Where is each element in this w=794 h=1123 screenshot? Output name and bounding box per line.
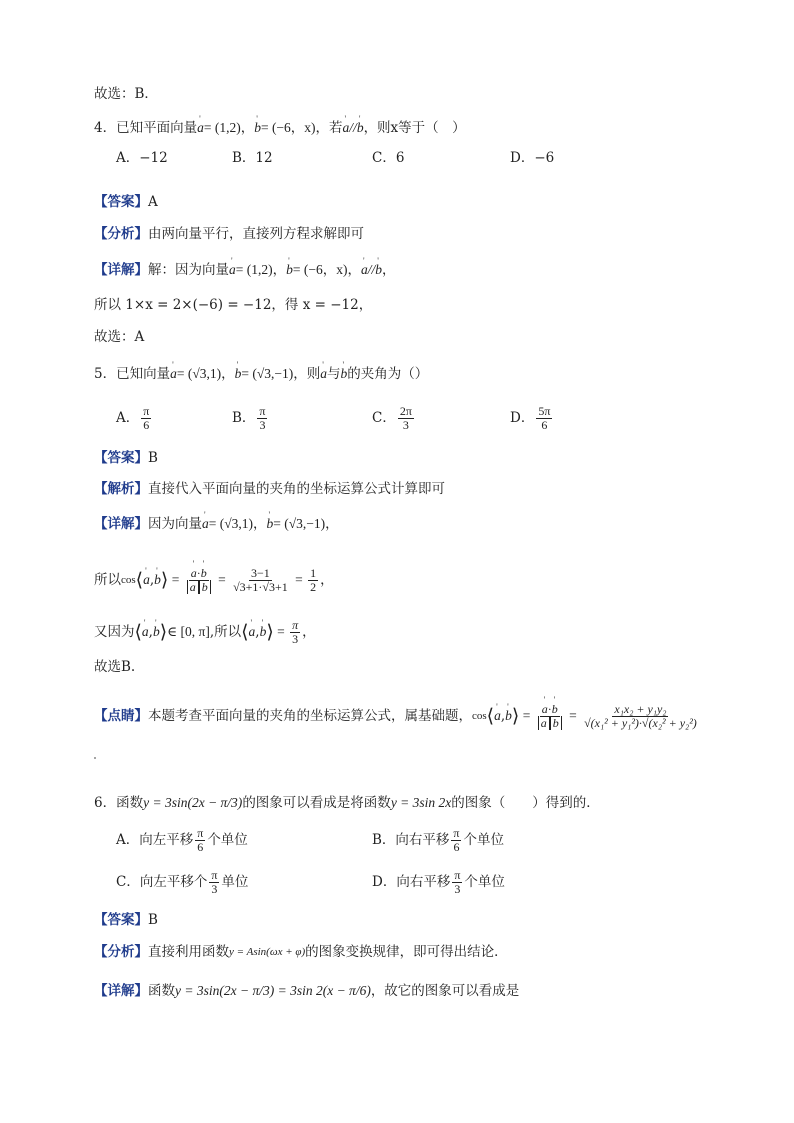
vector-a: ' a	[494, 706, 501, 726]
q4-detail-text: 解：因为向量	[148, 262, 229, 278]
angle-bracket-close: ⟩	[511, 705, 520, 727]
q5-option-a-frac	[141, 405, 151, 432]
vector-a: ' a	[361, 260, 368, 280]
q6-options-row-1	[0, 824, 794, 856]
q4-answer-value: A	[148, 194, 158, 210]
angle-bracket-close: ⟩	[266, 621, 274, 643]
q6-detail-text-1: 函数	[148, 983, 175, 999]
q5-option-c	[372, 400, 416, 436]
q6-analysis-text-1: 直接利用函数	[148, 944, 229, 960]
q4-detail-2	[94, 295, 372, 315]
q5-stem-a: = (√3,1)	[176, 366, 222, 381]
q6-answer-tag: 【答案】	[94, 912, 148, 928]
q6-detail-tag: 【详解】	[94, 983, 148, 999]
vector-a: ' a	[202, 514, 209, 534]
q5-dot-over-norm: ' $\frac{a\cdot' b}{\text{a b}}$	[185, 567, 213, 594]
q5-answer-value: B	[148, 450, 158, 466]
angle-bracket-open: ⟨	[134, 621, 142, 643]
q6-stem-end: 的图象（ ）得到的．	[451, 795, 600, 811]
frac-num: π	[143, 403, 150, 418]
vector-b: ' b	[375, 260, 382, 280]
frac-num: 1	[310, 565, 317, 580]
q5-range: 又因为 ⟨ ' a , ' b ⟩ ∈ [0, π] ,所以 ⟨ ' a , ' b ⟩ = $\frac{\pi}{3}$ ，	[94, 617, 316, 647]
frac-num: π	[197, 825, 204, 840]
q5-option-a-letter: A．	[116, 410, 140, 426]
q5-option-c-letter: C．	[372, 410, 396, 426]
q4-stem: 4．已知平面向量 ' a = (1,2) ， ' b = (−6，x) ，若 ' a // ' b ，则x等于（ ）	[94, 118, 466, 138]
q6-option-a-pre: 向左平移	[139, 832, 194, 848]
vector-b: ' b	[260, 622, 267, 642]
q6-option-c-pre: 向左平移个	[139, 874, 208, 890]
q6-option-c	[116, 866, 248, 898]
frac-den: √(x₁² + y₁²)·√(x₂² + y₂²)	[584, 715, 697, 730]
frac-num: π	[211, 867, 218, 882]
q5-half-frac	[308, 567, 318, 594]
q5-stem-ask: 的夹角为（）	[347, 366, 429, 382]
vector-b: ' b	[254, 118, 261, 138]
q4-choose-line	[94, 327, 144, 347]
q5-detail: 【详解】 因为向量 ' a = (√3,1) ， ' b = (√3,−1) ，	[94, 514, 339, 534]
q5-option-b-letter: B．	[232, 410, 256, 426]
q5-range-value: ∈ [0, π]	[167, 624, 210, 639]
q6-option-b-pre: 向右平移	[395, 832, 450, 848]
q5-so-2: ,所以	[209, 624, 242, 640]
angle-bracket-open: ⟨	[135, 569, 144, 591]
vector-a: ' a	[229, 260, 236, 280]
q6-option-d-post: 个单位	[464, 874, 505, 890]
angle-bracket-close: ⟩	[160, 569, 169, 591]
vector-b: ' b	[286, 260, 293, 280]
q6-analysis	[94, 942, 508, 962]
q5-because: 又因为	[94, 624, 135, 640]
vector-a: ' a	[197, 118, 204, 138]
angle-bracket-open: ⟨	[241, 621, 249, 643]
frac-num: 5π	[538, 403, 551, 418]
q5-review-cos: cos	[472, 710, 487, 722]
frac-num: x₁x₂ + y₁y₂	[614, 701, 667, 716]
q5-detail-b: = (√3,−1)	[273, 516, 326, 531]
q4-detail-a: = (1,2)	[235, 262, 273, 277]
q4-answer	[94, 192, 158, 212]
stray-dot	[94, 757, 96, 759]
document-page: 故选：B． 4．已知平面向量 ' a = (1,2) ， ' b = (−6，x) ，若 ' a // ' b ，则x等于（ ） A．−12 B．12 C．6 D．−6 【答案】 A 【分析】 由两向量平行，直接列方程求解即可 【详解】 解：因为向量 ' a = (1,2) ， ' b = (−6，x) ， ' a // ' b ， 所以 1×x = 2×(−6) = −12，得 x = −12， 故选：A 5．已知向量 ' a = (√3,1) ， ' b = (√3,−1) ，则 ' a 与 ' b 的夹角为（） A． $\frac{\pi}{6}$ B． $\frac{\pi}{3}$ C． $\frac{2\pi}{3}$ D． $\frac{5\pi}{6}$ 【答案】 B 【解析】 直接代入平面向量的夹角的坐标运算公式计算即可 【详解】 因为向量 ' a = (√3,1) ， ' b = (√3,−1) ， 所以 cos ⟨ ' a , ' b ⟩ = ' $\frac{a\cdot' b}{\text{a b}}$ = $\frac{3-1}{√3+1\cdot√3+1}$ = $\frac{1}{2}$ ， 又因为 ⟨ ' a , ' b ⟩ ∈ [0, π] ,所以 ⟨ ' a , ' b ⟩ = $\frac{\pi}{3}$ ， 故选B. 【点睛】 本题考查平面向量的夹角的坐标运算公式，属基础题， cos ⟨ ' a , ' b ⟩ = ' $\frac{a\cdot' b}{\text{a b}}$ = $\frac{\text{x₁x₂ + y₁y₂}}{\text{√(x₁² + y₁²)·√(x₂² + y₂²)}}$ 6．函数 y = 3sin(2x − π/3) 的图象可以看成是将函数 y = 3sin 2x 的图象（ ）得到的． A． 向左平移 $\frac{\pi}{6}$ 个单位 B． 向右平移 $\frac{\pi}{6}$ 个单位 C． 向左平移个 $\frac{\pi}{3}$ 单位 D． 向右平移 $\frac{\pi}{3}$ 个单位 【答案】 B 【分析】 直接利用函数 y = Asin(ωx + φ) 的图象变换规律，即可得出结论． 【详解】 函数 y = 3sin(2x − π/3) = 3sin 2(x − π/6) ，故它的图象可以看成是	[0, 0, 794, 1123]
vector-b: ' b	[154, 570, 161, 590]
q6-answer-value: B	[148, 912, 158, 928]
vector-a: ' a	[143, 570, 150, 590]
q6-stem-num: 6．函数	[94, 795, 144, 811]
q6-option-a-letter: A．	[116, 832, 140, 848]
q6-option-b-letter: B．	[372, 832, 396, 848]
q5-option-b-frac	[257, 405, 267, 432]
q6-analysis-text-2: 的图象变换规律，即可得出结论．	[305, 944, 508, 960]
vector-b: ' b	[357, 118, 364, 138]
angle-bracket-open: ⟨	[486, 705, 495, 727]
q6-detail-text-2: ，故它的图象可以看成是	[370, 983, 520, 999]
q6-option-d	[372, 866, 505, 898]
frac-den: 3	[259, 417, 266, 432]
vector-a: ' a	[320, 364, 327, 384]
q5-option-c-frac	[398, 405, 414, 432]
q4-analysis	[94, 224, 364, 244]
q4-stem-cond: ，若	[315, 120, 343, 136]
prev-choose: 故选：B．	[94, 86, 158, 102]
q5-review-text: 本题考查平面向量的夹角的坐标运算公式，属基础题，	[148, 708, 472, 724]
q5-detail-a: = (√3,1)	[208, 516, 254, 531]
q4-stem-ask: ，则x等于（ ）	[363, 120, 466, 136]
vector-b: ' b	[505, 706, 512, 726]
q6-option-b-post: 个单位	[463, 832, 504, 848]
vector-a: ' a	[249, 622, 256, 642]
frac-num: 2π	[399, 403, 412, 418]
q5-stem-b: = (√3,−1)	[241, 366, 294, 381]
q6-option-a-frac	[195, 827, 205, 854]
q6-option-c-frac	[209, 869, 219, 896]
frac-num: π	[292, 617, 299, 632]
q5-detail-tag: 【详解】	[94, 516, 148, 532]
q6-option-b	[372, 824, 504, 856]
q6-analysis-tag: 【分析】	[94, 944, 148, 960]
vector-a: ' a	[142, 622, 149, 642]
frac-den: 3	[292, 631, 299, 646]
frac-den: 3	[402, 417, 409, 432]
frac-den: 3	[211, 881, 218, 896]
frac-den: 6	[541, 417, 548, 432]
q6-stem-fn2: y = 3sin 2x	[390, 795, 452, 810]
q5-option-d	[510, 400, 554, 436]
q6-analysis-fn: y = Asin(ωx + φ)	[229, 946, 306, 958]
q6-options-row-2	[0, 866, 794, 898]
q6-option-d-frac	[452, 869, 462, 896]
q6-stem-mid: 的图象可以看成是将函数	[242, 795, 391, 811]
q5-detail-text: 因为向量	[148, 516, 202, 532]
q5-review-dot-over-norm: ' $\frac{a\cdot' b}{\text{a b}}$	[536, 703, 564, 730]
q4-detail-2-text: 所以 1×x = 2×(−6) = −12，得 x = −12，	[94, 297, 373, 313]
q5-choose: 故选B.	[94, 659, 136, 675]
vector-a: ' a	[343, 118, 350, 138]
q5-review-formula	[582, 703, 699, 730]
frac-num: 3−1	[251, 565, 270, 580]
q4-analysis-tag: 【分析】	[94, 226, 148, 242]
vector-b: ' b	[341, 364, 348, 384]
q6-option-a-post: 个单位	[207, 832, 248, 848]
q5-review: 【点睛】 本题考查平面向量的夹角的坐标运算公式，属基础题， cos ⟨ ' a , ' b ⟩ = ' $\frac{a\cdot' b}{\text{a b}}$ = $\frac{\text{x₁x₂ + y₁y₂}}{\text{√(x₁² + y₁²)·√(x₂² + y₂²)}}$	[94, 698, 701, 734]
prev-choose-line	[94, 84, 158, 104]
q4-detail-b: = (−6，x)	[292, 262, 348, 277]
frac-den: 6	[453, 839, 460, 854]
q5-answer	[94, 448, 158, 468]
q6-stem	[94, 786, 600, 820]
q5-analysis-text: 直接代入平面向量的夹角的坐标运算公式计算即可	[148, 481, 445, 497]
q5-options	[0, 400, 794, 436]
frac-num: π	[453, 825, 460, 840]
q5-so: 所以	[94, 572, 121, 588]
q4-stem-num: 4．已知平面向量	[94, 120, 198, 136]
frac-num: π	[259, 403, 266, 418]
q4-choose: 故选：A	[94, 329, 145, 345]
q6-detail-fn: y = 3sin(2x − π/3) = 3sin 2(x − π/6)	[175, 983, 371, 998]
q4-detail-par: //	[367, 262, 376, 277]
q6-option-b-frac	[451, 827, 461, 854]
q4-answer-tag: 【答案】	[94, 194, 148, 210]
vector-b: ' b	[153, 622, 160, 642]
q5-answer-tag: 【答案】	[94, 450, 148, 466]
q5-pi3-frac	[290, 619, 300, 646]
q4-detail-tag: 【详解】	[94, 262, 148, 278]
q6-stem-fn: y = 3sin(2x − π/3)	[143, 795, 243, 810]
q5-analysis-tag: 【解析】	[94, 481, 148, 497]
q5-review-tag: 【点睛】	[94, 708, 148, 724]
q5-option-b	[232, 400, 269, 436]
q5-stem-with: 与	[327, 366, 341, 382]
q5-cos: cos	[121, 574, 136, 586]
frac-den: 6	[143, 417, 150, 432]
frac-den: 6	[197, 839, 204, 854]
q6-answer	[94, 910, 158, 930]
vector-b: ' b	[235, 364, 242, 384]
q5-option-a	[116, 400, 153, 436]
q5-cos-formula: 所以 cos ⟨ ' a , ' b ⟩ = ' $\frac{a\cdot' b}{\text{a b}}$ = $\frac{3-1}{√3+1\cdot√3+1}$ = $\frac{1}{2}$ ，	[94, 560, 334, 600]
q4-analysis-text: 由两向量平行，直接列方程求解即可	[148, 226, 364, 242]
q5-stem: 5．已知向量 ' a = (√3,1) ， ' b = (√3,−1) ，则 ' a 与 ' b 的夹角为（）	[94, 364, 428, 384]
frac-den: √3+1·√3+1	[233, 579, 288, 594]
q6-option-d-pre: 向右平移	[396, 874, 451, 890]
vector-b: ' b	[267, 514, 274, 534]
frac-num: π	[454, 867, 461, 882]
q5-stem-num: 5．已知向量	[94, 366, 171, 382]
q4-detail: 【详解】 解：因为向量 ' a = (1,2) ， ' b = (−6，x) ， ' a // ' b ，	[94, 260, 395, 280]
q6-option-c-post: 单位	[221, 874, 249, 890]
vector-a: ' a	[170, 364, 177, 384]
q6-option-c-letter: C．	[116, 874, 140, 890]
q5-option-d-letter: D．	[510, 410, 535, 426]
frac-den: 2	[310, 579, 317, 594]
q4-stem-b: = (−6，x)	[260, 120, 316, 135]
q4-stem-a: = (1,2)	[203, 120, 241, 135]
q5-choose-line	[94, 657, 135, 677]
q5-option-d-frac	[536, 405, 552, 432]
frac-den: 3	[454, 881, 461, 896]
q4-stem-par: //	[349, 120, 357, 135]
q5-analysis	[94, 479, 445, 499]
q6-detail	[94, 974, 519, 1008]
q6-option-a	[116, 824, 248, 856]
q6-option-d-letter: D．	[372, 874, 397, 890]
q5-value-frac	[231, 567, 290, 594]
angle-bracket-close: ⟩	[159, 621, 168, 643]
